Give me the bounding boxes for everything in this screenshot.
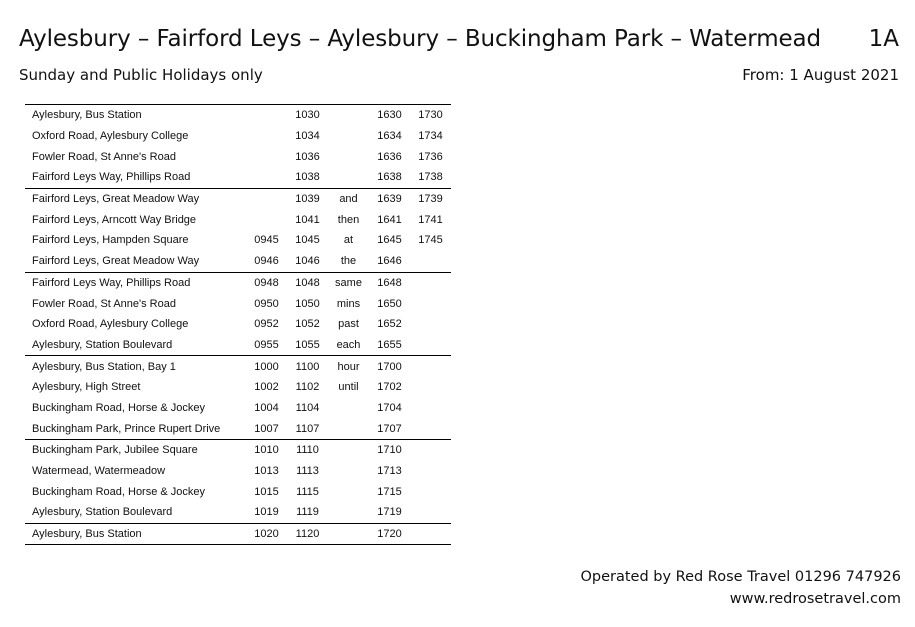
- frequency-note: and: [328, 188, 369, 209]
- time-cell: 1730: [410, 105, 451, 126]
- table-row: [25, 167, 451, 188]
- stop-name: Fowler Road, St Anne's Road: [32, 297, 176, 310]
- time-cell: 0946: [254, 255, 279, 268]
- time-cell: 1048: [287, 272, 328, 293]
- time-cell: 1110: [287, 440, 328, 461]
- time-cell: 0955: [254, 338, 279, 351]
- table-row: [25, 335, 451, 356]
- time-cell: 1013: [254, 465, 279, 478]
- footer: [580, 566, 901, 610]
- time-cell: [410, 440, 451, 461]
- time-cell: [410, 418, 451, 439]
- title-row: [19, 26, 899, 58]
- table-row: [25, 377, 451, 398]
- table-row: [25, 230, 451, 251]
- stop-name: Buckingham Park, Prince Rupert Drive: [32, 422, 221, 435]
- time-cell: [246, 188, 287, 209]
- frequency-note: mins: [336, 297, 361, 310]
- table-row: [25, 188, 451, 209]
- stop-name: Buckingham Road, Horse & Jockey: [32, 401, 206, 414]
- time-cell: 1045: [295, 234, 320, 247]
- time-cell: [410, 356, 451, 377]
- time-cell: 1710: [369, 440, 410, 461]
- operator-info: Operated by Red Rose Travel 01296 747926: [580, 569, 901, 585]
- stop-name: Oxford Road, Aylesbury College: [32, 318, 189, 331]
- time-cell: 1107: [295, 422, 320, 435]
- time-cell: 1715: [377, 485, 402, 498]
- time-cell: 1046: [295, 255, 320, 268]
- time-cell: 1655: [377, 338, 402, 351]
- table-row: [25, 461, 451, 482]
- time-cell: [410, 293, 451, 314]
- time-cell: 1055: [295, 338, 320, 351]
- frequency-note: until: [338, 381, 359, 394]
- table-row: [25, 105, 451, 126]
- time-cell: [246, 167, 287, 188]
- time-cell: 1630: [369, 105, 410, 126]
- time-cell: 0950: [254, 297, 279, 310]
- frequency-note: the: [340, 255, 357, 268]
- time-cell: 1741: [418, 213, 443, 226]
- table-row: [25, 251, 451, 272]
- stop-name: Fairford Leys, Great Meadow Way: [25, 188, 246, 209]
- stop-name: Fairford Leys Way, Phillips Road: [32, 171, 191, 184]
- table-row: [25, 418, 451, 439]
- stop-name: Fairford Leys, Hampden Square: [32, 234, 189, 247]
- table-row: [25, 126, 451, 147]
- stop-name: Fairford Leys, Arncott Way Bridge: [32, 213, 197, 226]
- frequency-note: [328, 461, 369, 482]
- time-cell: [410, 251, 451, 272]
- time-cell: [410, 272, 451, 293]
- frequency-note: past: [338, 318, 359, 331]
- table-row: [25, 293, 451, 314]
- frequency-note: [328, 167, 369, 188]
- time-cell: 1019: [254, 506, 279, 519]
- frequency-note: hour: [328, 356, 369, 377]
- time-cell: 0948: [246, 272, 287, 293]
- time-cell: 0945: [254, 234, 279, 247]
- frequency-note: [328, 398, 369, 419]
- time-cell: 1120: [287, 523, 328, 545]
- table-row: [25, 356, 451, 377]
- table-row: [25, 146, 451, 167]
- table-row: [25, 398, 451, 419]
- table-row: [25, 440, 451, 461]
- time-cell: 1007: [254, 422, 279, 435]
- table-row: [25, 502, 451, 523]
- time-cell: 1641: [377, 213, 402, 226]
- time-cell: 1100: [287, 356, 328, 377]
- stop-name: Fairford Leys Way, Phillips Road: [25, 272, 246, 293]
- time-cell: [410, 502, 451, 523]
- time-cell: 1745: [418, 234, 443, 247]
- time-cell: 1041: [295, 213, 320, 226]
- time-cell: 1010: [246, 440, 287, 461]
- frequency-note: [328, 481, 369, 502]
- time-cell: 1020: [246, 523, 287, 545]
- table-row: [25, 481, 451, 502]
- time-cell: 1004: [254, 401, 279, 414]
- stop-name: Buckingham Road, Horse & Jockey: [32, 485, 206, 498]
- route-number: 1A: [868, 26, 899, 52]
- time-cell: 1704: [377, 401, 402, 414]
- frequency-note: [328, 146, 369, 167]
- time-cell: [246, 105, 287, 126]
- time-cell: 1739: [410, 188, 451, 209]
- time-cell: 1719: [377, 506, 402, 519]
- frequency-note: each: [336, 338, 361, 351]
- time-cell: 1015: [254, 485, 279, 498]
- frequency-note: [328, 105, 369, 126]
- frequency-note: at: [343, 234, 354, 247]
- frequency-note: [328, 440, 369, 461]
- time-cell: 1036: [295, 150, 320, 163]
- service-days: Sunday and Public Holidays only: [19, 66, 263, 84]
- frequency-note: [328, 126, 369, 147]
- time-cell: 1702: [377, 381, 402, 394]
- stop-name: Aylesbury, Station Boulevard: [32, 338, 173, 351]
- time-cell: [410, 523, 451, 545]
- time-cell: [246, 209, 287, 230]
- time-cell: 1707: [377, 422, 402, 435]
- time-cell: 1052: [295, 318, 320, 331]
- stop-name: Oxford Road, Aylesbury College: [32, 130, 189, 143]
- frequency-note: then: [337, 213, 360, 226]
- time-cell: 1652: [377, 318, 402, 331]
- time-cell: 1115: [296, 485, 319, 498]
- time-cell: 1119: [296, 506, 319, 519]
- time-cell: 1002: [254, 381, 279, 394]
- time-cell: 1113: [296, 465, 319, 478]
- stop-name: Buckingham Park, Jubilee Square: [25, 440, 246, 461]
- website-link[interactable]: www.redrosetravel.com: [729, 591, 901, 607]
- time-cell: [410, 481, 451, 502]
- stop-name: Aylesbury, Bus Station, Bay 1: [25, 356, 246, 377]
- frequency-note: same: [328, 272, 369, 293]
- stop-name: Aylesbury, Station Boulevard: [32, 506, 173, 519]
- time-cell: 1738: [418, 171, 443, 184]
- time-cell: 1000: [246, 356, 287, 377]
- stop-name: Fairford Leys, Great Meadow Way: [32, 255, 200, 268]
- time-cell: [410, 398, 451, 419]
- stop-name: Aylesbury, High Street: [32, 381, 141, 394]
- time-cell: 1634: [377, 130, 402, 143]
- time-cell: 1713: [377, 465, 402, 478]
- stop-name: Fowler Road, St Anne's Road: [32, 150, 176, 163]
- table-row: [25, 314, 451, 335]
- stop-name: Aylesbury, Bus Station: [25, 523, 246, 545]
- time-cell: 1038: [295, 171, 320, 184]
- time-cell: 1639: [369, 188, 410, 209]
- timetable-body: [25, 105, 451, 545]
- time-cell: 0952: [254, 318, 279, 331]
- page-title: Aylesbury – Fairford Leys – Aylesbury – Buckingham Park – Watermead: [19, 26, 822, 52]
- time-cell: [246, 146, 287, 167]
- time-cell: 1034: [295, 130, 320, 143]
- frequency-note: [328, 418, 369, 439]
- table-row: [25, 209, 451, 230]
- time-cell: 1645: [377, 234, 402, 247]
- effective-date: From: 1 August 2021: [742, 66, 899, 84]
- time-cell: [410, 377, 451, 398]
- table-row: [25, 523, 451, 545]
- time-cell: 1700: [369, 356, 410, 377]
- time-cell: 1650: [377, 297, 402, 310]
- time-cell: 1102: [295, 381, 320, 394]
- time-cell: [246, 126, 287, 147]
- frequency-note: [328, 523, 369, 545]
- time-cell: 1636: [377, 150, 402, 163]
- timetable: [25, 104, 451, 545]
- time-cell: 1050: [295, 297, 320, 310]
- time-cell: 1030: [287, 105, 328, 126]
- time-cell: 1734: [418, 130, 443, 143]
- time-cell: [410, 335, 451, 356]
- time-cell: 1039: [287, 188, 328, 209]
- frequency-note: [328, 502, 369, 523]
- time-cell: 1646: [377, 255, 402, 268]
- table-row: [25, 272, 451, 293]
- time-cell: 1104: [295, 401, 320, 414]
- stop-name: Watermead, Watermeadow: [32, 465, 166, 478]
- time-cell: 1648: [369, 272, 410, 293]
- time-cell: 1720: [369, 523, 410, 545]
- subtitle-row: [19, 66, 899, 86]
- stop-name: Aylesbury, Bus Station: [25, 105, 246, 126]
- time-cell: [410, 314, 451, 335]
- time-cell: [410, 461, 451, 482]
- time-cell: 1638: [377, 171, 402, 184]
- time-cell: 1736: [418, 150, 443, 163]
